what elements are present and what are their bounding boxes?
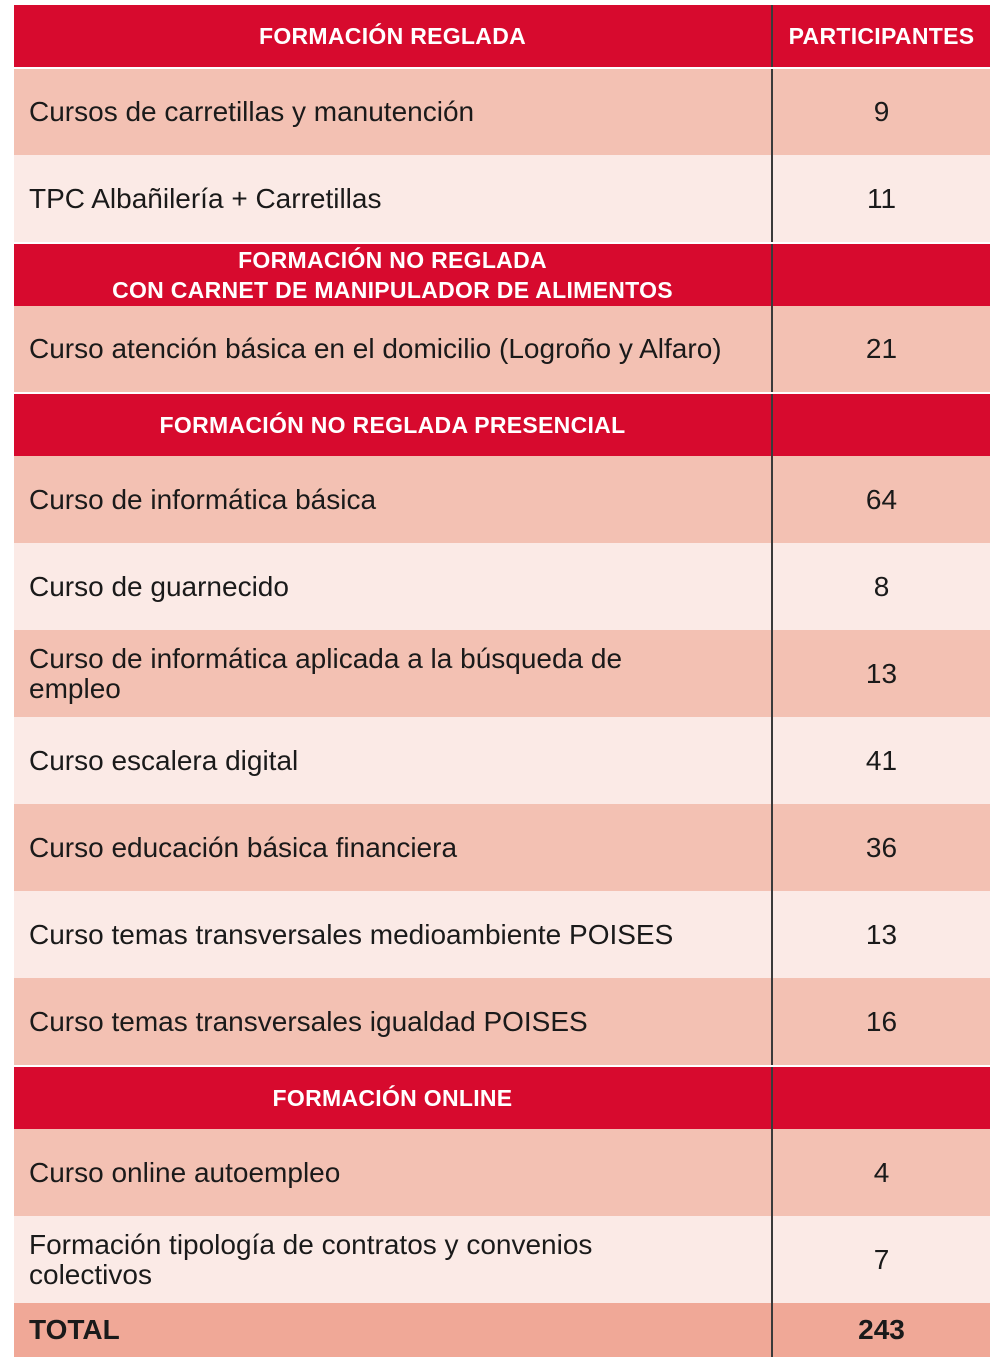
course-name-line: Curso de informática aplicada a la búsqueda de — [29, 642, 623, 674]
participants-count: 13 — [865, 918, 898, 950]
total-value: 243 — [858, 1314, 905, 1345]
section-header-row — [14, 394, 990, 456]
participants-count: 41 — [865, 744, 898, 776]
section-title-formacion-reglada: FORMACIÓN REGLADA — [14, 5, 773, 67]
participants-count: 36 — [865, 831, 898, 863]
table-row — [14, 69, 990, 155]
training-participants-table — [14, 5, 990, 1357]
participants-count: 13 — [865, 657, 898, 689]
participants-count: 8 — [873, 570, 890, 602]
empty-cell — [773, 1067, 990, 1129]
total-row — [14, 1303, 990, 1357]
course-name: Curso de informática básica — [14, 456, 773, 543]
section-title-line: CON CARNET DE MANIPULADOR DE ALIMENTOS — [112, 277, 673, 303]
course-name: Curso atención básica en el domicilio (Logroño y Alfaro) — [14, 306, 773, 392]
course-name-line: Formación tipología de contratos y convenios — [29, 1228, 593, 1260]
table-row — [14, 978, 990, 1065]
course-name: TPC Albañilería + Carretillas — [14, 155, 773, 242]
participants-column-header: PARTICIPANTES — [788, 22, 975, 49]
course-name: Curso temas transversales medioambiente POISES — [14, 891, 773, 978]
course-name-line: empleo — [29, 672, 121, 704]
table-row — [14, 543, 990, 630]
participants-count: 11 — [866, 182, 897, 214]
course-name: Curso educación básica financiera — [14, 804, 773, 891]
table-row — [14, 891, 990, 978]
total-label: TOTAL — [14, 1303, 773, 1357]
table-row — [14, 1216, 990, 1303]
course-name — [14, 1216, 773, 1303]
section-header-row — [14, 244, 990, 306]
table-row — [14, 306, 990, 392]
empty-cell — [773, 394, 990, 456]
course-name — [14, 630, 773, 717]
course-name: Cursos de carretillas y manutención — [14, 69, 773, 155]
course-name: Curso de guarnecido — [14, 543, 773, 630]
course-name: Curso escalera digital — [14, 717, 773, 804]
empty-cell — [773, 244, 990, 306]
section-title-online: FORMACIÓN ONLINE — [14, 1067, 773, 1129]
table-row — [14, 155, 990, 242]
participants-count: 9 — [873, 96, 890, 127]
table-row — [14, 804, 990, 891]
section-header-row — [14, 1067, 990, 1129]
section-title-no-reglada-carnet — [14, 244, 773, 306]
table-row — [14, 456, 990, 543]
participants-count: 21 — [865, 333, 898, 364]
participants-count: 64 — [865, 483, 898, 515]
participants-count: 7 — [873, 1243, 890, 1275]
section-title-no-reglada-presencial: FORMACIÓN NO REGLADA PRESENCIAL — [14, 394, 773, 456]
course-name: Curso online autoempleo — [14, 1129, 773, 1216]
participants-count: 4 — [873, 1156, 890, 1188]
table-row — [14, 1129, 990, 1216]
table-header-row — [14, 5, 990, 67]
table-row — [14, 717, 990, 804]
participants-count: 16 — [865, 1005, 898, 1037]
course-name-line: colectivos — [29, 1258, 152, 1290]
table-row — [14, 630, 990, 717]
section-title-line: FORMACIÓN NO REGLADA — [238, 247, 547, 273]
course-name: Curso temas transversales igualdad POISES — [14, 978, 773, 1065]
